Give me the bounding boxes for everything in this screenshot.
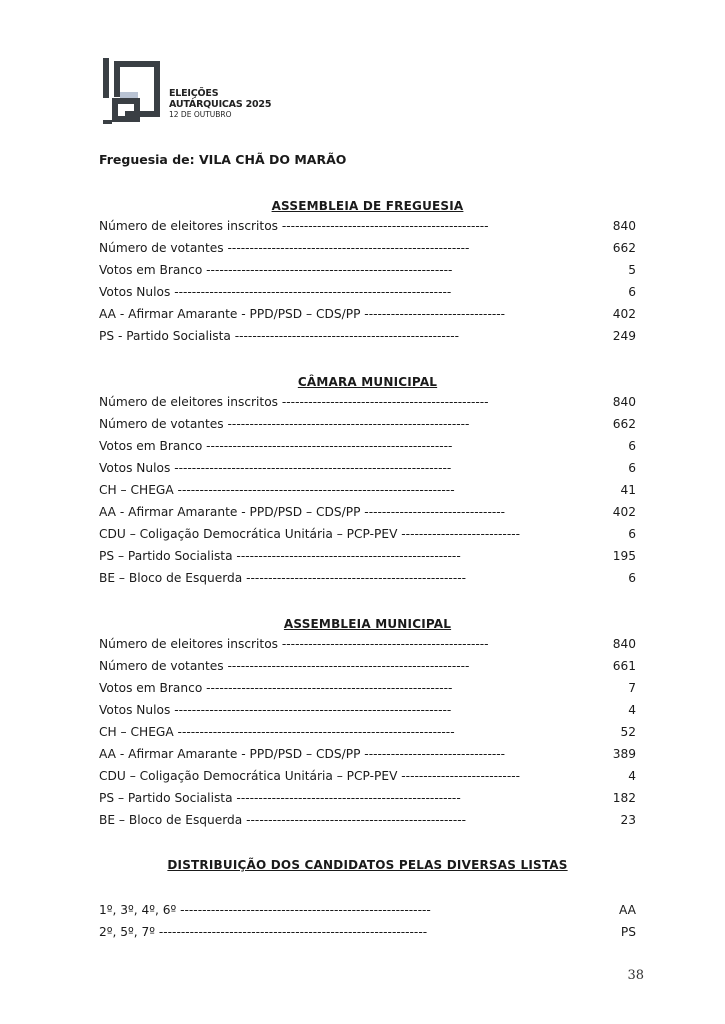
row-value: 4 (628, 703, 636, 717)
result-row (99, 303, 636, 325)
section-title-assembleia-freguesia: ASSEMBLEIA DE FREGUESIA (271, 199, 464, 213)
logo-line-2: AUTÁRQUICAS 2025 (169, 99, 272, 110)
row-label: PS – Partido Socialista --------------------------------------------------- (99, 791, 461, 805)
row-value: 6 (628, 285, 636, 299)
distribution-row (99, 899, 636, 921)
row-value: 195 (612, 549, 636, 563)
row-value: 662 (612, 241, 636, 255)
section-title-distribution: DISTRIBUIÇÃO DOS CANDIDATOS PELAS DIVERSAS LISTAS (167, 858, 568, 872)
result-row (99, 633, 636, 655)
result-row (99, 721, 636, 743)
result-row (99, 215, 636, 237)
row-label: AA - Afirmar Amarante - PPD/PSD – CDS/PP -------------------------------- (99, 307, 506, 321)
row-label: PS - Partido Socialista --------------------------------------------------- (99, 329, 460, 343)
result-row (99, 699, 636, 721)
result-row (99, 743, 636, 765)
result-row (99, 567, 636, 589)
row-label: Número de eleitores inscritos ----------------------------------------------- (99, 395, 489, 409)
row-label: PS – Partido Socialista --------------------------------------------------- (99, 549, 461, 563)
row-value: 840 (612, 395, 636, 409)
row-label: Número de eleitores inscritos ----------------------------------------------- (99, 637, 489, 651)
row-value: 402 (612, 505, 636, 519)
row-value: 41 (620, 483, 636, 497)
row-value: AA (618, 903, 636, 917)
row-value: 840 (612, 637, 636, 651)
result-row (99, 501, 636, 523)
row-label: CH – CHEGA --------------------------------------------------------------- (99, 483, 455, 497)
row-label: Número de votantes ------------------------------------------------------- (99, 417, 470, 431)
page-number: 38 (627, 968, 644, 983)
result-row (99, 765, 636, 787)
row-label: CDU – Coligação Democrática Unitária – PCP-PEV --------------------------- (99, 527, 521, 541)
row-label: Votos Nulos --------------------------------------------------------------- (99, 703, 452, 717)
row-value: 7 (628, 681, 636, 695)
row-label: Votos Nulos --------------------------------------------------------------- (99, 461, 452, 475)
distribution-row (99, 921, 636, 943)
row-label: CDU – Coligação Democrática Unitária – PCP-PEV --------------------------- (99, 769, 521, 783)
result-row (99, 413, 636, 435)
row-value: 5 (628, 263, 636, 277)
row-value: 661 (612, 659, 636, 673)
row-value: 840 (612, 219, 636, 233)
result-row (99, 787, 636, 809)
row-value: 6 (628, 571, 636, 585)
row-label: Votos em Branco -------------------------------------------------------- (99, 263, 453, 277)
row-value: 662 (612, 417, 636, 431)
result-row (99, 281, 636, 303)
row-label: BE – Bloco de Esquerda -------------------------------------------------- (99, 571, 467, 585)
result-row (99, 435, 636, 457)
row-value: 402 (612, 307, 636, 321)
row-label: CH – CHEGA --------------------------------------------------------------- (99, 725, 455, 739)
result-row (99, 325, 636, 347)
row-value: 182 (612, 791, 636, 805)
row-value: 249 (612, 329, 636, 343)
row-value: 389 (612, 747, 636, 761)
row-value: 52 (620, 725, 636, 739)
result-row (99, 457, 636, 479)
result-row (99, 677, 636, 699)
row-value: PS (620, 925, 636, 939)
result-row (99, 237, 636, 259)
logo-text (169, 88, 271, 120)
elections-logo-icon (103, 58, 163, 124)
result-row (99, 655, 636, 677)
result-row (99, 523, 636, 545)
row-value: 6 (628, 439, 636, 453)
row-value: 6 (628, 527, 636, 541)
row-label: Número de votantes ------------------------------------------------------- (99, 241, 470, 255)
logo-line-1: ELEIÇÕES (169, 88, 219, 99)
row-label: Votos em Branco -------------------------------------------------------- (99, 439, 453, 453)
row-value: 23 (620, 813, 636, 827)
row-value: 4 (628, 769, 636, 783)
freguesia-heading: Freguesia de: VILA CHÃ DO MARÃO (99, 152, 347, 167)
section-title-assembleia-municipal: ASSEMBLEIA MUNICIPAL (283, 617, 452, 631)
row-label: Número de eleitores inscritos ----------------------------------------------- (99, 219, 489, 233)
row-label: BE – Bloco de Esquerda -------------------------------------------------- (99, 813, 467, 827)
row-label: AA - Afirmar Amarante - PPD/PSD – CDS/PP -------------------------------- (99, 747, 506, 761)
row-label: Votos em Branco -------------------------------------------------------- (99, 681, 453, 695)
row-label: AA - Afirmar Amarante - PPD/PSD – CDS/PP -------------------------------- (99, 505, 506, 519)
result-row (99, 809, 636, 831)
result-row (99, 545, 636, 567)
section-title-camara-municipal: CÂMARA MUNICIPAL (297, 375, 438, 389)
row-label: 2º, 5º, 7º ------------------------------------------------------------- (99, 925, 428, 939)
row-value: 6 (628, 461, 636, 475)
logo-line-3: 12 DE OUTUBRO (169, 110, 232, 119)
row-label: Número de votantes ------------------------------------------------------- (99, 659, 470, 673)
result-row (99, 391, 636, 413)
result-row (99, 259, 636, 281)
row-label: Votos Nulos --------------------------------------------------------------- (99, 285, 452, 299)
row-label: 1º, 3º, 4º, 6º --------------------------------------------------------- (99, 903, 431, 917)
result-row (99, 479, 636, 501)
